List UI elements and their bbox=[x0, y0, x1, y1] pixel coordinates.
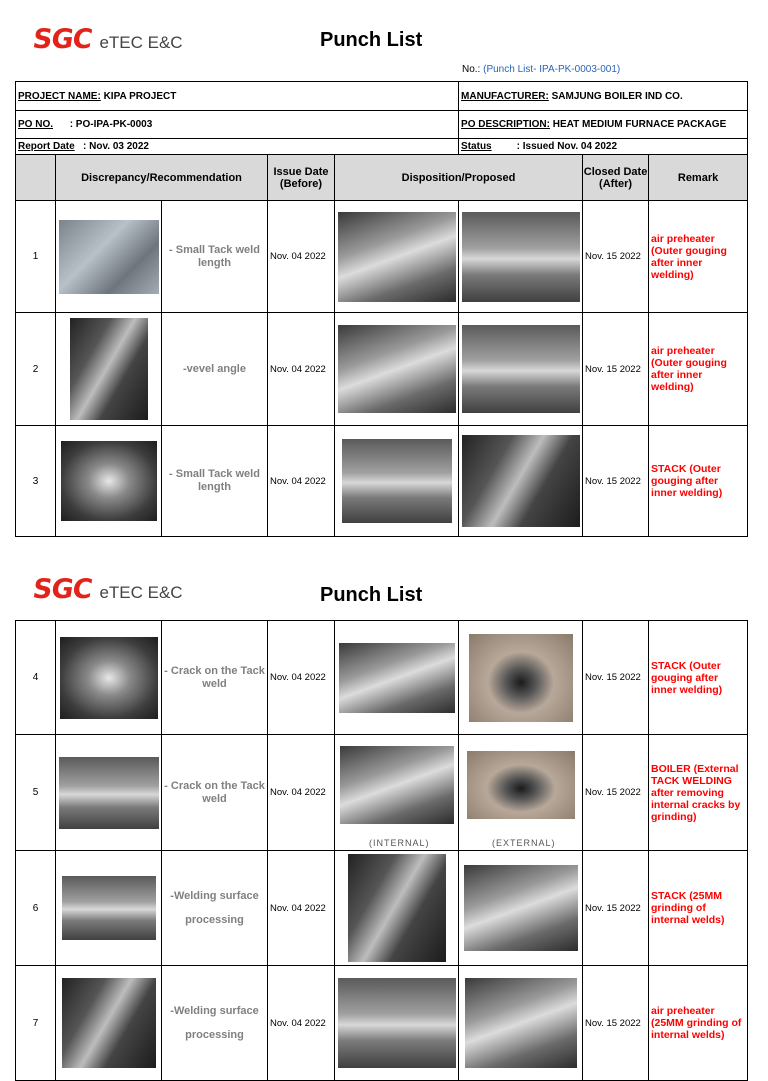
manufacturer-cell: MANUFACTURER: SAMJUNG BOILER IND CO. bbox=[459, 82, 748, 111]
logo-mark: SGC bbox=[30, 24, 94, 55]
before-photo-cell bbox=[56, 426, 162, 537]
remark-text: air preheater (Outer gouging after inner welding) bbox=[649, 201, 748, 313]
disposition-photo bbox=[462, 212, 580, 302]
before-photo bbox=[62, 978, 156, 1068]
company-logo bbox=[30, 24, 183, 55]
row-number: 6 bbox=[16, 851, 56, 966]
external-caption: (EXTERNAL) bbox=[492, 838, 556, 848]
table-row bbox=[16, 201, 748, 313]
disposition-photo bbox=[338, 325, 456, 413]
remark-text: air preheater (Outer gouging after inner welding) bbox=[649, 313, 748, 426]
table-row bbox=[16, 851, 748, 966]
remark-text: STACK (Outer gouging after inner welding) bbox=[649, 426, 748, 537]
discrepancy-text: -vevel angle bbox=[162, 313, 268, 426]
po-description-cell: PO DESCRIPTION: HEAT MEDIUM FURNACE PACKAGE bbox=[459, 111, 748, 139]
disposition-photo-cell bbox=[459, 966, 583, 1081]
before-photo bbox=[62, 876, 156, 940]
row-number: 2 bbox=[16, 313, 56, 426]
before-photo-cell bbox=[56, 851, 162, 966]
issue-date: Nov. 04 2022 bbox=[268, 201, 335, 313]
closed-date: Nov. 15 2022 bbox=[583, 735, 649, 851]
col-head-no bbox=[16, 155, 56, 201]
remark-text: BOILER (External TACK WELDING after removing internal cracks by grinding) bbox=[649, 735, 748, 851]
document-number: No.: (Punch List- IPA-PK-0003-001) bbox=[462, 64, 621, 75]
remark-text: STACK (Outer gouging after inner welding) bbox=[649, 621, 748, 735]
row-number: 5 bbox=[16, 735, 56, 851]
row-number: 7 bbox=[16, 966, 56, 1081]
disposition-photo-cell bbox=[335, 426, 459, 537]
issue-date: Nov. 04 2022 bbox=[268, 621, 335, 735]
disposition-photo-cell bbox=[459, 735, 583, 851]
po-number-cell: PO NO. : PO-IPA-PK-0003 bbox=[16, 111, 459, 139]
disposition-photo bbox=[338, 978, 456, 1068]
col-head-remark: Remark bbox=[649, 155, 748, 201]
before-photo-cell bbox=[56, 621, 162, 735]
table-row bbox=[16, 621, 748, 735]
issue-date: Nov. 04 2022 bbox=[268, 851, 335, 966]
disposition-photo bbox=[342, 439, 452, 523]
before-photo bbox=[70, 318, 148, 420]
status-cell: Status : Issued Nov. 04 2022 bbox=[459, 139, 748, 155]
logo-name: eTEC E&C bbox=[99, 583, 183, 602]
col-head-discrepancy: Discrepancy/Recommendation bbox=[56, 155, 268, 201]
before-photo-cell bbox=[56, 201, 162, 313]
closed-date: Nov. 15 2022 bbox=[583, 621, 649, 735]
col-head-disposition: Disposition/Proposed bbox=[335, 155, 583, 201]
logo-name: eTEC E&C bbox=[99, 33, 183, 52]
before-photo bbox=[59, 757, 159, 829]
table-row bbox=[16, 426, 748, 537]
company-logo bbox=[30, 574, 183, 605]
discrepancy-text: -Welding surface processing bbox=[162, 851, 268, 966]
disposition-photo bbox=[340, 746, 454, 824]
disposition-photo-cell bbox=[335, 621, 459, 735]
disposition-photo-cell bbox=[459, 851, 583, 966]
remark-text: STACK (25MM grinding of internal welds) bbox=[649, 851, 748, 966]
before-photo bbox=[60, 637, 158, 719]
disposition-photo-cell bbox=[459, 313, 583, 426]
issue-date: Nov. 04 2022 bbox=[268, 966, 335, 1081]
table-row bbox=[16, 313, 748, 426]
discrepancy-text: - Crack on the Tack weld bbox=[162, 735, 268, 851]
disposition-photo bbox=[348, 854, 446, 962]
row-number: 1 bbox=[16, 201, 56, 313]
closed-date: Nov. 15 2022 bbox=[583, 426, 649, 537]
before-photo bbox=[59, 220, 159, 294]
row-number: 3 bbox=[16, 426, 56, 537]
disposition-photo-cell bbox=[335, 735, 459, 851]
col-head-issue-date: Issue Date (Before) bbox=[268, 155, 335, 201]
remark-text: air preheater (25MM grinding of internal welds) bbox=[649, 966, 748, 1081]
issue-date: Nov. 04 2022 bbox=[268, 426, 335, 537]
disposition-photo bbox=[469, 634, 573, 722]
internal-caption: (INTERNAL) bbox=[369, 838, 430, 848]
issue-date: Nov. 04 2022 bbox=[268, 735, 335, 851]
disposition-photo-cell bbox=[335, 851, 459, 966]
disposition-photo-cell bbox=[459, 201, 583, 313]
report-date-cell: Report Date : Nov. 03 2022 bbox=[16, 139, 459, 155]
issue-date: Nov. 04 2022 bbox=[268, 313, 335, 426]
row-number: 4 bbox=[16, 621, 56, 735]
disposition-photo-cell bbox=[459, 621, 583, 735]
discrepancy-text: - Crack on the Tack weld bbox=[162, 621, 268, 735]
disposition-photo bbox=[462, 435, 580, 527]
disposition-photo bbox=[338, 212, 456, 302]
discrepancy-text: -Welding surface processing bbox=[162, 966, 268, 1081]
discrepancy-text: - Small Tack weld length bbox=[162, 426, 268, 537]
logo-mark: SGC bbox=[30, 574, 94, 605]
disposition-photo-cell bbox=[335, 313, 459, 426]
table-row bbox=[16, 966, 748, 1081]
disposition-photo bbox=[467, 751, 575, 819]
col-head-closed-date: Closed Date (After) bbox=[583, 155, 649, 201]
disposition-photo bbox=[465, 978, 577, 1068]
page-title: Punch List bbox=[320, 584, 423, 606]
disposition-photo-cell bbox=[335, 966, 459, 1081]
table-row bbox=[16, 735, 748, 851]
disposition-photo-cell bbox=[459, 426, 583, 537]
disposition-photo bbox=[339, 643, 455, 713]
disposition-photo bbox=[462, 325, 580, 413]
page-title: Punch List bbox=[320, 29, 423, 51]
closed-date: Nov. 15 2022 bbox=[583, 201, 649, 313]
before-photo bbox=[61, 441, 157, 521]
disposition-photo bbox=[464, 865, 578, 951]
discrepancy-text: - Small Tack weld length bbox=[162, 201, 268, 313]
before-photo-cell bbox=[56, 735, 162, 851]
punch-table-1 bbox=[15, 81, 748, 537]
before-photo-cell bbox=[56, 313, 162, 426]
before-photo-cell bbox=[56, 966, 162, 1081]
project-name-cell: PROJECT NAME: KIPA PROJECT bbox=[16, 82, 459, 111]
closed-date: Nov. 15 2022 bbox=[583, 313, 649, 426]
disposition-photo-cell bbox=[335, 201, 459, 313]
closed-date: Nov. 15 2022 bbox=[583, 966, 649, 1081]
punch-table-2 bbox=[15, 620, 748, 1081]
closed-date: Nov. 15 2022 bbox=[583, 851, 649, 966]
